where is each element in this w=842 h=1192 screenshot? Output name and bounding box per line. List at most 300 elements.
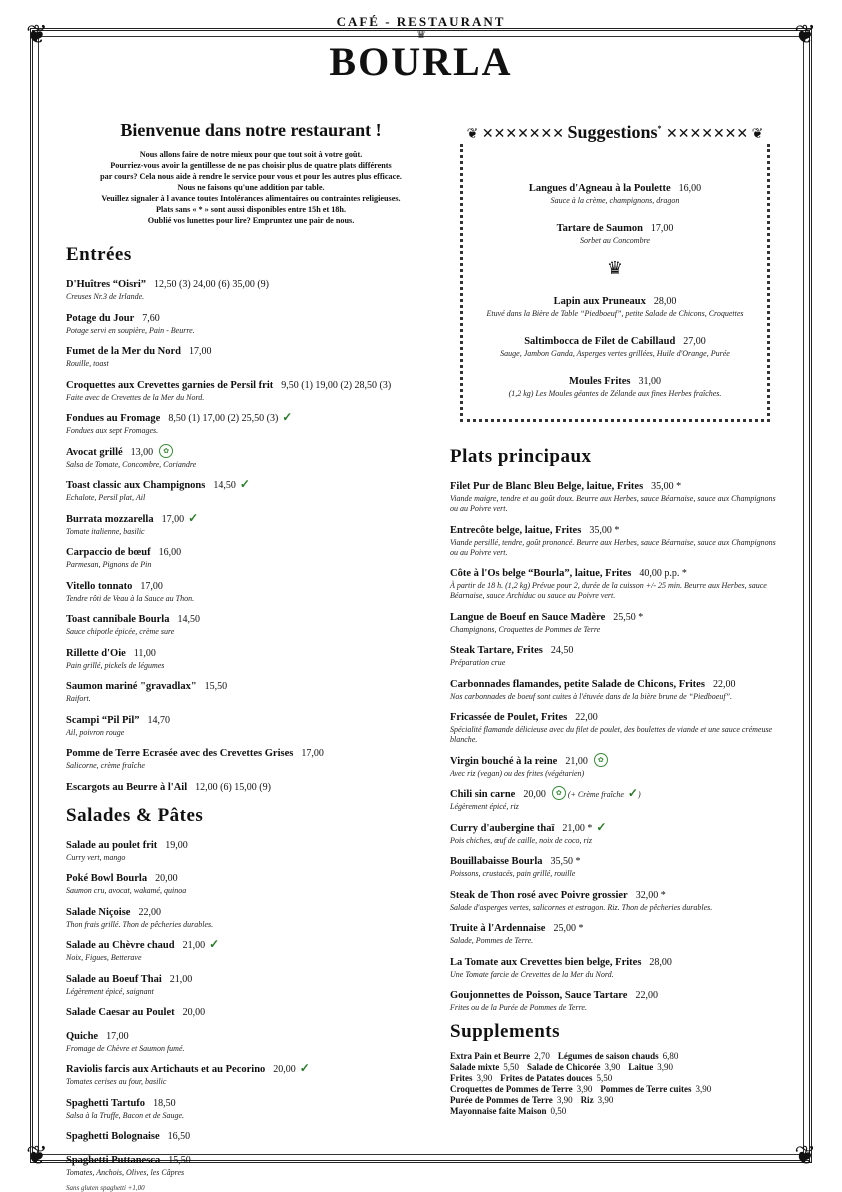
menu-item-line: [66, 475, 436, 493]
menu-item-line: [470, 178, 760, 196]
menu-item: [66, 676, 436, 704]
item-desc: Saumon cru, avocat, wakamé, quinoa: [66, 886, 187, 895]
item-desc: Pois chiches, œuf de caille, noix de coco, riz: [450, 835, 592, 845]
item-price: 12,50 (3) 24,00 (6) 35,00 (9): [154, 279, 269, 290]
item-name: Vitello tonnato: [66, 580, 133, 592]
supplement-name: Purée de Pommes de Terre: [450, 1095, 553, 1105]
menu-item: [450, 563, 780, 601]
item-name: Avocat grillé: [66, 446, 123, 458]
item-price: 35,00 *: [589, 524, 620, 536]
supplement-line: [450, 1095, 780, 1106]
menu-item: [450, 952, 780, 980]
menu-item-line: [66, 935, 436, 953]
item-price: 17,00: [189, 346, 212, 357]
menu-item-line: [66, 1026, 436, 1044]
corner-ornament-icon: ❦: [26, 1141, 48, 1170]
item-price: 9,50 (1) 19,00 (2) 28,50 (3): [281, 379, 392, 391]
item-desc: (1,2 kg) Les Moules géantes de Zélande aux fines Herbes fraîches.: [508, 389, 722, 398]
vegetarian-icon: ✓: [188, 510, 199, 525]
item-name: Salade Caesar au Poulet: [66, 1007, 175, 1018]
item-name: Saltimbocca de Filet de Cabillaud: [524, 336, 676, 347]
supplement-line: [450, 1084, 780, 1095]
menu-item: [450, 674, 780, 702]
item-name: Langue de Boeuf en Sauce Madère: [450, 611, 606, 623]
menu-item: [450, 607, 780, 635]
item-name: Salade au Chèvre chaud: [66, 940, 175, 951]
item-desc: Préparation crue: [450, 658, 506, 667]
supplement-price: 3,90: [657, 1062, 674, 1072]
menu-item: [66, 341, 436, 369]
vegetarian-icon: ✓: [282, 410, 293, 424]
item-name: Virgin bouché à la reine: [450, 755, 558, 767]
vegan-badge-icon: ✿: [594, 753, 608, 767]
menu-item-line: [66, 902, 436, 920]
item-price: 35,00 *: [651, 481, 682, 492]
item-name: Poké Bowl Bourla: [66, 873, 148, 884]
menu-item: [470, 331, 760, 359]
menu-item-line: [450, 607, 780, 625]
suggestions-inner: [470, 178, 760, 411]
item-name: Burrata mozzarella: [66, 513, 154, 525]
item-desc: Champignons, Croquettes de Pommes de Terre: [450, 624, 601, 634]
item-desc: Salade d'asperges vertes, salicornes et estragon. Riz. Thon de pêcheries durables.: [450, 902, 713, 912]
vegan-badge-icon: ✿: [159, 444, 173, 458]
menu-item: [66, 710, 436, 738]
menu-item: [66, 969, 436, 997]
item-name: Fondues au Fromage: [66, 413, 161, 424]
supplement-name: Croquettes de Pommes de Terre: [450, 1084, 573, 1094]
menu-item: [66, 375, 436, 403]
menu-item: [450, 885, 780, 913]
corner-ornament-icon: ❦: [794, 1141, 816, 1170]
item-name: Bouillabaisse Bourla: [450, 856, 543, 867]
item-desc: Fromage de Chèvre et Saumon fumé.: [66, 1043, 185, 1053]
menu-item-line: [450, 851, 780, 869]
suggestions-title: Suggestions: [567, 122, 658, 142]
welcome-line: Plats sans « * » sont aussi disponibles entre 15h et 18h.: [155, 205, 346, 214]
menu-item: [450, 640, 780, 668]
supplement-price: 3,90: [604, 1062, 621, 1072]
item-name: Scampi “Pil Pil”: [66, 714, 140, 726]
supplement-price: 0,50: [550, 1106, 567, 1116]
item-desc: Creuses Nr.3 de Irlande.: [66, 292, 145, 301]
menu-item-line: [450, 952, 780, 970]
supplement-name: Riz: [580, 1095, 594, 1105]
item-name: Toast classic aux Champignons: [66, 480, 206, 491]
suggestions-bottom-list: [470, 291, 760, 399]
item-price: 15,50: [168, 1154, 191, 1166]
menu-item-line: [470, 218, 760, 236]
supplement-price: 3,90: [576, 1084, 593, 1094]
menu-item-line: [66, 676, 436, 694]
item-price: 31,00: [638, 376, 662, 387]
item-desc: Nos carbonnades de boeuf sont cuites à l'étuvée dans de la bière brune de “Piedboeuf”.: [450, 691, 733, 701]
suggestions-heading: [450, 122, 780, 143]
item-desc: Noix, Figues, Betterave: [66, 953, 142, 962]
item-desc: Viande maigre, tendre et au goût doux. Beurre aux Herbes, sauce Béarnaise, sauce aux Champignons ou au Poivre vert.: [450, 494, 776, 513]
menu-item: [450, 707, 780, 745]
item-desc: Sauce chipotle épicée, crème sure: [66, 627, 175, 636]
corner-ornament-icon: ❦: [794, 20, 816, 49]
menu-item-line: [66, 835, 436, 853]
supplement-price: 6,80: [662, 1051, 679, 1061]
item-name: Spaghetti Bolognaise: [66, 1131, 160, 1142]
plats-list: [450, 476, 780, 1013]
item-price: 25,00 *: [553, 923, 584, 934]
welcome-line: Veuillez signaler à l avance toutes Intolérances alimentaires ou contraintes religieuses.: [101, 194, 401, 203]
item-price: 20,00: [182, 1007, 206, 1018]
item-desc: Tomates, Anchois, Olives, les Câpres: [66, 1167, 185, 1177]
menu-item: [66, 274, 436, 302]
item-name: Spaghetti Puttanesca: [66, 1154, 161, 1166]
item-desc: Rouille, toast: [66, 359, 109, 368]
supplement-price: 3,90: [695, 1084, 712, 1094]
salades-list: [66, 835, 436, 1178]
menu-item-line: [66, 542, 436, 560]
supplement-line: [450, 1062, 780, 1073]
menu-item-line: [66, 442, 436, 460]
menu-item-line: [66, 1093, 436, 1111]
welcome-line: Nous allons faire de notre mieux pour que tout soit à votre goût.: [139, 150, 363, 159]
menu-item: [66, 1026, 436, 1054]
menu-item-line: [470, 371, 760, 389]
item-price: 17,00: [106, 1030, 129, 1042]
menu-item-line: [66, 710, 436, 728]
item-name: Filet Pur de Blanc Bleu Belge, laitue, Frites: [450, 481, 644, 492]
item-desc: Salade, Pommes de Terre.: [450, 936, 534, 945]
item-desc: Salsa de Tomate, Concombre, Coriandre: [66, 459, 197, 469]
item-desc: Viande persillé, tendre, goût prononcé. Beurre aux Herbes, sauce Béarnaise, sauce aux Champignons ou au Poivre vert.: [450, 537, 776, 557]
item-desc: Pain grillé, pickels de légumes: [66, 660, 165, 670]
item-price: 19,00: [165, 839, 188, 851]
header: [0, 14, 842, 82]
crown-icon: ♛: [416, 29, 426, 41]
item-price: 25,50 *: [613, 611, 644, 623]
item-price: 20,00: [155, 873, 178, 884]
welcome-title: Bienvenue dans notre restaurant !: [120, 120, 382, 140]
menu-item: [66, 576, 436, 604]
suggestions-star: *: [657, 124, 662, 133]
salades-title: Salades & Pâtes: [66, 804, 204, 826]
item-name: Curry d'aubergine thaï: [450, 822, 555, 834]
item-price: 17,00: [161, 513, 185, 525]
menu-item-line: [450, 918, 780, 936]
supplement-line: [450, 1073, 780, 1084]
item-name: Moules Frites: [568, 376, 631, 387]
ornament-icon: ❦ ✕✕✕✕✕✕✕: [466, 127, 568, 142]
item-name: Carpaccio de bœuf: [66, 547, 151, 558]
item-desc: Salicorne, crème fraîche: [66, 761, 145, 770]
item-price: 40,00 p.p. *: [639, 568, 687, 579]
supplement-price: 2,70: [534, 1051, 550, 1061]
crown-icon: ♛: [606, 258, 624, 278]
suggestions-box: [450, 122, 780, 422]
menu-item-line: [66, 274, 436, 292]
item-price: 13,00: [130, 446, 154, 458]
item-name: Raviolis farcis aux Artichauts et au Pecorino: [66, 1064, 266, 1075]
menu-item: [66, 868, 436, 896]
menu-item: [450, 520, 780, 558]
item-price: 17,00: [301, 748, 324, 759]
supplement-line: [450, 1051, 780, 1062]
item-desc: Sorbet au Concombre: [580, 236, 650, 245]
vegetarian-icon: ✓: [627, 786, 638, 800]
item-desc: Raifort.: [66, 694, 91, 703]
menu-item: [66, 475, 436, 503]
item-price: 17,00: [650, 223, 674, 234]
menu-item-line: [66, 408, 436, 426]
vegetarian-icon: ✓: [596, 819, 607, 834]
menu-item: [66, 1059, 436, 1087]
item-name: Carbonnades flamandes, petite Salade de Chicons, Frites: [450, 678, 705, 690]
item-desc: Tomates cerises au four, basilic: [66, 1077, 167, 1086]
menu-item-line: [450, 640, 780, 658]
item-price: 15,50: [204, 681, 228, 692]
menu-item: [470, 371, 760, 399]
cafe-restaurant-label: CAFÉ - RESTAURANT: [336, 14, 506, 29]
item-price: 21,00: [182, 940, 206, 951]
menu-item-line: [66, 743, 436, 761]
menu-item: [66, 643, 436, 671]
item-name: Salade au Boeuf Thai: [66, 973, 162, 985]
welcome-line: Nous ne faisons qu'une addition par table.: [177, 183, 325, 192]
menu-item-line: [450, 674, 780, 692]
item-price: 24,50: [550, 645, 574, 656]
entrees-list: [66, 274, 436, 795]
item-desc: Sauge, Jambon Ganda, Asperges vertes grillées, Huile d'Orange, Purée: [500, 349, 730, 358]
item-price: 27,00: [683, 336, 706, 347]
menu-item-line: [66, 576, 436, 594]
item-desc: Avec riz (vegan) ou des frites (végétarien): [450, 768, 585, 778]
menu-item: [66, 743, 436, 771]
item-desc: Tomate italienne, basilic: [66, 526, 145, 536]
supplement-name: Laitue: [628, 1062, 654, 1072]
item-name: Truite à l'Ardennaise: [450, 923, 546, 934]
item-name: Steak Tartare, Frites: [450, 645, 543, 656]
supplement-name: Pommes de Terre cuites: [600, 1084, 692, 1094]
entrees-title: Entrées: [66, 244, 132, 265]
item-desc: Poissons, crustacés, pain grillé, rouille: [450, 869, 576, 878]
menu-item: [66, 509, 436, 537]
item-price: 16,00: [678, 183, 702, 194]
item-price: 16,00: [158, 547, 182, 558]
item-price: 17,00: [140, 580, 163, 592]
menu-item: [450, 784, 780, 812]
menu-item: [450, 918, 780, 946]
welcome-line: Oublié vos lunettes pour lire? Empruntez une pair de nous.: [147, 216, 355, 225]
item-desc: Parmesan, Pignons de Pin: [66, 560, 152, 569]
menu-item: [66, 1002, 436, 1020]
item-desc: À partir de 18 h. (1,2 kg) Prévue pour 2, durée de la cuisson +/- 25 min. Beurre aux Herbes, sauce Béarnaise, sauce Archiduc ou sauce au Poivre vert.: [450, 581, 767, 600]
menu-item: [66, 442, 436, 470]
item-desc: Une Tomate farcie de Crevettes de la Mer du Nord.: [450, 969, 614, 979]
menu-item: [450, 818, 780, 846]
menu-item: [66, 542, 436, 570]
menu-item-line: [450, 520, 780, 538]
item-name: Langues d'Agneau à la Poulette: [528, 183, 671, 194]
plats-title: Plats principaux: [450, 446, 592, 467]
menu-item: [66, 935, 436, 963]
item-name: Lapin aux Pruneaux: [553, 296, 646, 307]
item-price: 20,00: [523, 789, 546, 800]
item-name: Salade Niçoise: [66, 906, 131, 918]
menu-item: [66, 308, 436, 336]
item-name: Escargots au Beurre à l'Ail: [66, 781, 188, 793]
item-extra: (+ Crème fraîche: [565, 790, 624, 799]
vegetarian-icon: ✓: [209, 937, 220, 951]
item-price: 8,50 (1) 17,00 (2) 25,50 (3): [168, 413, 279, 424]
supplements-list: [450, 1051, 780, 1117]
item-desc: Echalote, Persil plat, Ail: [66, 493, 146, 502]
supplement-price: 3,90: [556, 1095, 573, 1105]
item-name: Saumon mariné "gravadlax": [66, 681, 197, 692]
brand-title: BOURLA: [329, 39, 513, 84]
item-price: 22,00: [635, 990, 658, 1001]
item-desc: Faite avec de Crevettes de la Mer du Nord.: [66, 392, 205, 402]
menu-item-line: [66, 609, 436, 627]
item-name: Rillette d'Oie: [66, 647, 126, 659]
item-price: 18,50: [153, 1097, 176, 1109]
menu-item: [66, 408, 436, 436]
vegan-badge-icon: ✿: [552, 786, 566, 800]
menu-item-line: [66, 777, 436, 795]
item-price: 22,00: [712, 678, 736, 690]
right-column: [450, 118, 780, 1117]
menu-item: [470, 291, 760, 319]
menu-item-line: [66, 969, 436, 987]
menu-item-line: [66, 375, 436, 393]
item-name: D'Huîtres “Oisri”: [66, 279, 147, 290]
menu-item: [66, 835, 436, 863]
item-name: Steak de Thon rosé avec Poivre grossier: [450, 889, 628, 901]
supplement-name: Salade de Chicorée: [527, 1062, 601, 1072]
item-price: 16,50: [167, 1131, 191, 1142]
supplement-name: Extra Pain et Beurre: [450, 1051, 531, 1061]
supplement-name: Mayonnaise faite Maison: [450, 1106, 547, 1116]
item-price: 11,00: [133, 647, 156, 659]
item-name: Tartare de Saumon: [556, 223, 643, 234]
item-name: Quiche: [66, 1030, 99, 1042]
menu-item: [66, 1126, 436, 1144]
item-name: Spaghetti Tartufo: [66, 1097, 146, 1109]
item-name: Chili sin carne: [450, 789, 516, 800]
item-name: Fricassée de Poulet, Frites: [450, 712, 568, 723]
item-desc: Légèrement épicé, riz: [450, 802, 519, 811]
item-name: Entrecôte belge, laitue, Frites: [450, 524, 582, 536]
item-name: La Tomate aux Crevettes bien belge, Frites: [450, 956, 642, 968]
supplements-title: Supplements: [450, 1021, 561, 1042]
item-price: 28,00: [653, 296, 677, 307]
menu-item: [450, 851, 780, 879]
item-desc: Fondues aux sept Fromages.: [66, 426, 159, 435]
menu-item-line: [66, 1150, 436, 1168]
suggestions-top-list: [470, 178, 760, 246]
menu-item-line: [66, 1059, 436, 1077]
item-name: Croquettes aux Crevettes garnies de Persil frit: [66, 379, 274, 391]
item-desc: Curry vert, mango: [66, 852, 126, 862]
menu-item: [470, 218, 760, 246]
menu-item-line: [66, 643, 436, 661]
item-name: Potage du Jour: [66, 312, 135, 324]
supplement-name: Frites: [450, 1073, 473, 1083]
menu-item: [450, 985, 780, 1013]
item-desc: Frites ou de la Purée de Pommes de Terre.: [450, 1003, 587, 1012]
menu-item-line: [66, 1126, 436, 1144]
menu-item: [66, 777, 436, 795]
left-column: [66, 118, 436, 1192]
corner-ornament-icon: ❦: [26, 20, 48, 49]
menu-item-line: [450, 784, 780, 802]
item-name: Salade au poulet frit: [66, 839, 158, 851]
vegetarian-icon: ✓: [239, 477, 250, 491]
menu-item-line: [470, 291, 760, 309]
gluten-footnote: Sans gluten spaghetti +1,00: [66, 1183, 145, 1192]
ornament-icon: ✕✕✕✕✕✕✕ ❦: [666, 127, 764, 142]
menu-item-line: [66, 509, 436, 527]
item-desc: Etuvé dans la Bière de Table “Piedboeuf”, petite Salade de Chicons, Croquettes: [486, 309, 744, 318]
menu-item: [66, 1150, 436, 1178]
item-price: 21,00: [565, 755, 588, 767]
supplement-price: 3,90: [476, 1073, 493, 1083]
item-price: 12,00 (6) 15,00 (9): [195, 781, 271, 793]
supplement-price: 5,50: [503, 1062, 519, 1072]
menu-item-line: [66, 868, 436, 886]
item-name: Fumet de la Mer du Nord: [66, 346, 182, 357]
menu-item-line: [450, 985, 780, 1003]
item-desc: Potage servi en soupière, Pain - Beurre.: [66, 325, 195, 335]
menu-item-line: [450, 563, 780, 581]
item-price: 7,60: [142, 312, 160, 324]
menu-item-line: [450, 885, 780, 903]
item-name: Goujonnettes de Poisson, Sauce Tartare: [450, 990, 628, 1001]
item-desc: Thon frais grillé. Thon de pêcheries durables.: [66, 919, 214, 929]
supplement-price: 3,90: [597, 1095, 614, 1105]
menu-item-line: [66, 1002, 436, 1020]
menu-item-line: [66, 341, 436, 359]
menu-item-line: [450, 707, 780, 725]
menu-item: [66, 1093, 436, 1121]
supplement-name: Frites de Patates douces: [500, 1073, 593, 1083]
welcome-text: [56, 149, 446, 226]
item-desc: Spécialité flamande délicieuse avec du filet de poulet, des boulettes de viande et une sauce crémeuse blanche.: [450, 725, 773, 744]
item-price: 22,00: [575, 712, 598, 723]
item-price: 22,00: [138, 906, 161, 918]
menu-item-line: [470, 331, 760, 349]
item-desc: Ail, poivron rouge: [66, 727, 125, 737]
supplement-price: 5,50: [596, 1073, 613, 1083]
supplement-name: Légumes de saison chauds: [557, 1051, 659, 1061]
item-price: 28,00: [649, 956, 672, 968]
item-desc: Tendre rôti de Veau à la Sauce au Thon.: [66, 593, 195, 603]
item-extra-close: ): [637, 790, 641, 799]
menu-item: [450, 476, 780, 514]
item-price: 14,50: [177, 614, 200, 625]
item-price: 32,00 *: [635, 889, 666, 901]
supplement-line: [450, 1106, 780, 1117]
menu-item: [66, 902, 436, 930]
item-price: 20,00: [273, 1064, 296, 1075]
item-price: 14,70: [147, 714, 170, 726]
welcome-line: par cours? Cela nous aide à rendre le service pour vous et pour les autres plus efficace.: [100, 172, 402, 181]
item-desc: Légèrement épicé, saignant: [66, 986, 154, 996]
menu-item-line: [66, 308, 436, 326]
item-price: 14,50: [213, 480, 236, 491]
item-desc: Salsa à la Truffe, Bacon et de Sauge.: [66, 1110, 184, 1120]
menu-item-line: [450, 476, 780, 494]
menu-item: [470, 178, 760, 206]
item-name: Côte à l'Os belge “Bourla”, laitue, Frites: [450, 568, 632, 579]
supplement-name: Salade mixte: [450, 1062, 500, 1072]
